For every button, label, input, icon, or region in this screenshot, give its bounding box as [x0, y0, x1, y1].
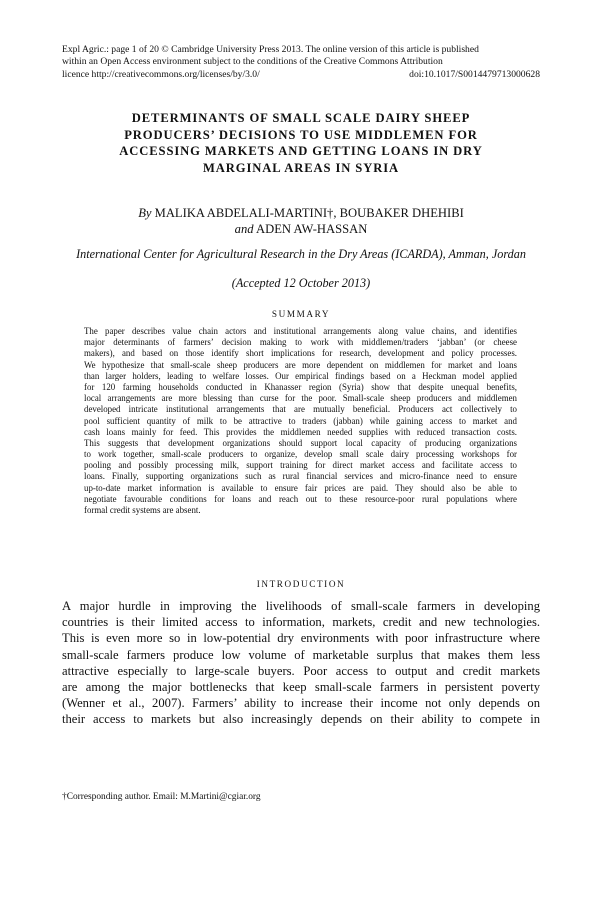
body-line: (Wenner et al., 2007). Farmers’ ability to increase their income not only depends on [62, 696, 540, 711]
and-label: and [234, 222, 254, 237]
summary-line: developed intricate institutional arrangements that are mutually beneficial. Producers act collectively to [84, 404, 517, 415]
summary-line: for 120 farming households conducted in Khanasser region (Syria) show that despite unequal benefits, [84, 381, 517, 392]
authors [62, 205, 540, 238]
summary-line: major determinants of farmers’ decision making to work with middlemen/traders ‘jabban’ (or cheese [84, 337, 517, 348]
summary-line: pool sufficient quantity of milk to be attractive to traders (jabban) while gaining access to market and [84, 415, 517, 426]
body-line: This is even more so in low-potential dry environments with poor infrastructure where [62, 631, 540, 646]
summary-line: pooling and possibly processing milk, support training for direct market access and facilitate access to [84, 460, 517, 471]
summary-line: The paper describes value chain actors and institutional arrangements along value chains, and identifies [84, 326, 517, 336]
body-line: small-scale farmers produce low volume of marketable surplus that makes them less [62, 647, 540, 662]
summary-heading: SUMMARY [271, 309, 331, 319]
author-names-1: MALIKA ABDELALI-MARTINI†, BOUBAKER DHEHIBI [154, 206, 464, 220]
summary-line: than larger holders, leading to welfare losses. Our empirical findings based on a Heckman model applied [84, 370, 517, 381]
introduction-text [62, 598, 540, 728]
summary-line: to work together, small-scale producers to organize, develop small scale dairy processing workshops for [84, 449, 517, 460]
author-names-2: ADEN AW-HASSAN [256, 222, 368, 237]
introduction-heading: INTRODUCTION [256, 579, 346, 589]
title-line: ACCESSING MARKETS AND GETTING LOANS IN DRY [119, 144, 483, 159]
summary-line: loans. Finally, supporting organizations such as rural financial services and micro-finance need to ensure [84, 471, 517, 482]
summary-line: formal credit systems are absent. [84, 505, 201, 515]
header-line-1: Expl Agric.: page 1 of 20 © Cambridge University Press 2013. The online version of this article is published [62, 44, 479, 55]
authors-line-2 [62, 221, 540, 237]
summary-line: We hypothesize that small-scale sheep producers are more dependent on middlemen for market and loans [84, 359, 517, 370]
summary-line: makers), and based on those identify short implications for research, development and policy processes. [84, 348, 517, 359]
summary-line: local arrangements are more blessing than curse for the poor. Small-scale sheep producers and middlemen [84, 393, 517, 404]
body-line: A major hurdle in improving the livelihoods of small-scale farmers in developing [62, 599, 540, 613]
header-line-3 [62, 69, 540, 81]
doi[interactable]: doi:10.1017/S0014479713000628 [409, 68, 540, 80]
journal-header [62, 44, 540, 81]
summary-line: negotiate favourable conditions for loans and reach out to these resource-poor rural populations where [84, 493, 517, 504]
body-line: countries is their limited access to information, markets, credit and new technologies. [62, 615, 540, 630]
by-label: By [138, 206, 152, 220]
body-line: are among the major bottlenecks that keep small-scale farmers in persistent poverty [62, 679, 540, 694]
body-line: their access to markets but also increasingly depends on their ability to compete in [62, 712, 540, 727]
title-line: DETERMINANTS OF SMALL SCALE DAIRY SHEEP [131, 111, 471, 125]
header-line-2: within an Open Access environment subject to the conditions of the Creative Commons Attribution [62, 56, 443, 68]
title-line: MARGINAL AREAS IN SYRIA [203, 160, 399, 175]
paper-title [62, 110, 540, 176]
affiliation: International Center for Agricultural Research in the Dry Areas (ICARDA), Amman, Jordan [76, 247, 526, 261]
summary-line: cash loans mainly for feed. This provides the middlemen needed supplies with reduced transaction costs. [84, 426, 517, 437]
title-line: PRODUCERS’ DECISIONS TO USE MIDDLEMEN FOR [124, 127, 478, 142]
authors-line-1 [62, 205, 540, 221]
body-line: attractive especially to large-scale buyers. Poor access to output and credit markets [62, 663, 540, 678]
summary-line: up-to-date market information is available to ensure fair prices are paid. They should also be able to [84, 482, 517, 493]
summary-line: This suggests that development organizations should support local capacity of producing organizations [84, 437, 517, 448]
summary-text [84, 326, 517, 516]
license-url[interactable]: licence http://creativecommons.org/licenses/by/3.0/ [62, 68, 260, 80]
corresponding-author-footnote: †Corresponding author. Email: M.Martini@cgiar.org [62, 792, 261, 802]
accepted-date: (Accepted 12 October 2013) [231, 276, 371, 290]
